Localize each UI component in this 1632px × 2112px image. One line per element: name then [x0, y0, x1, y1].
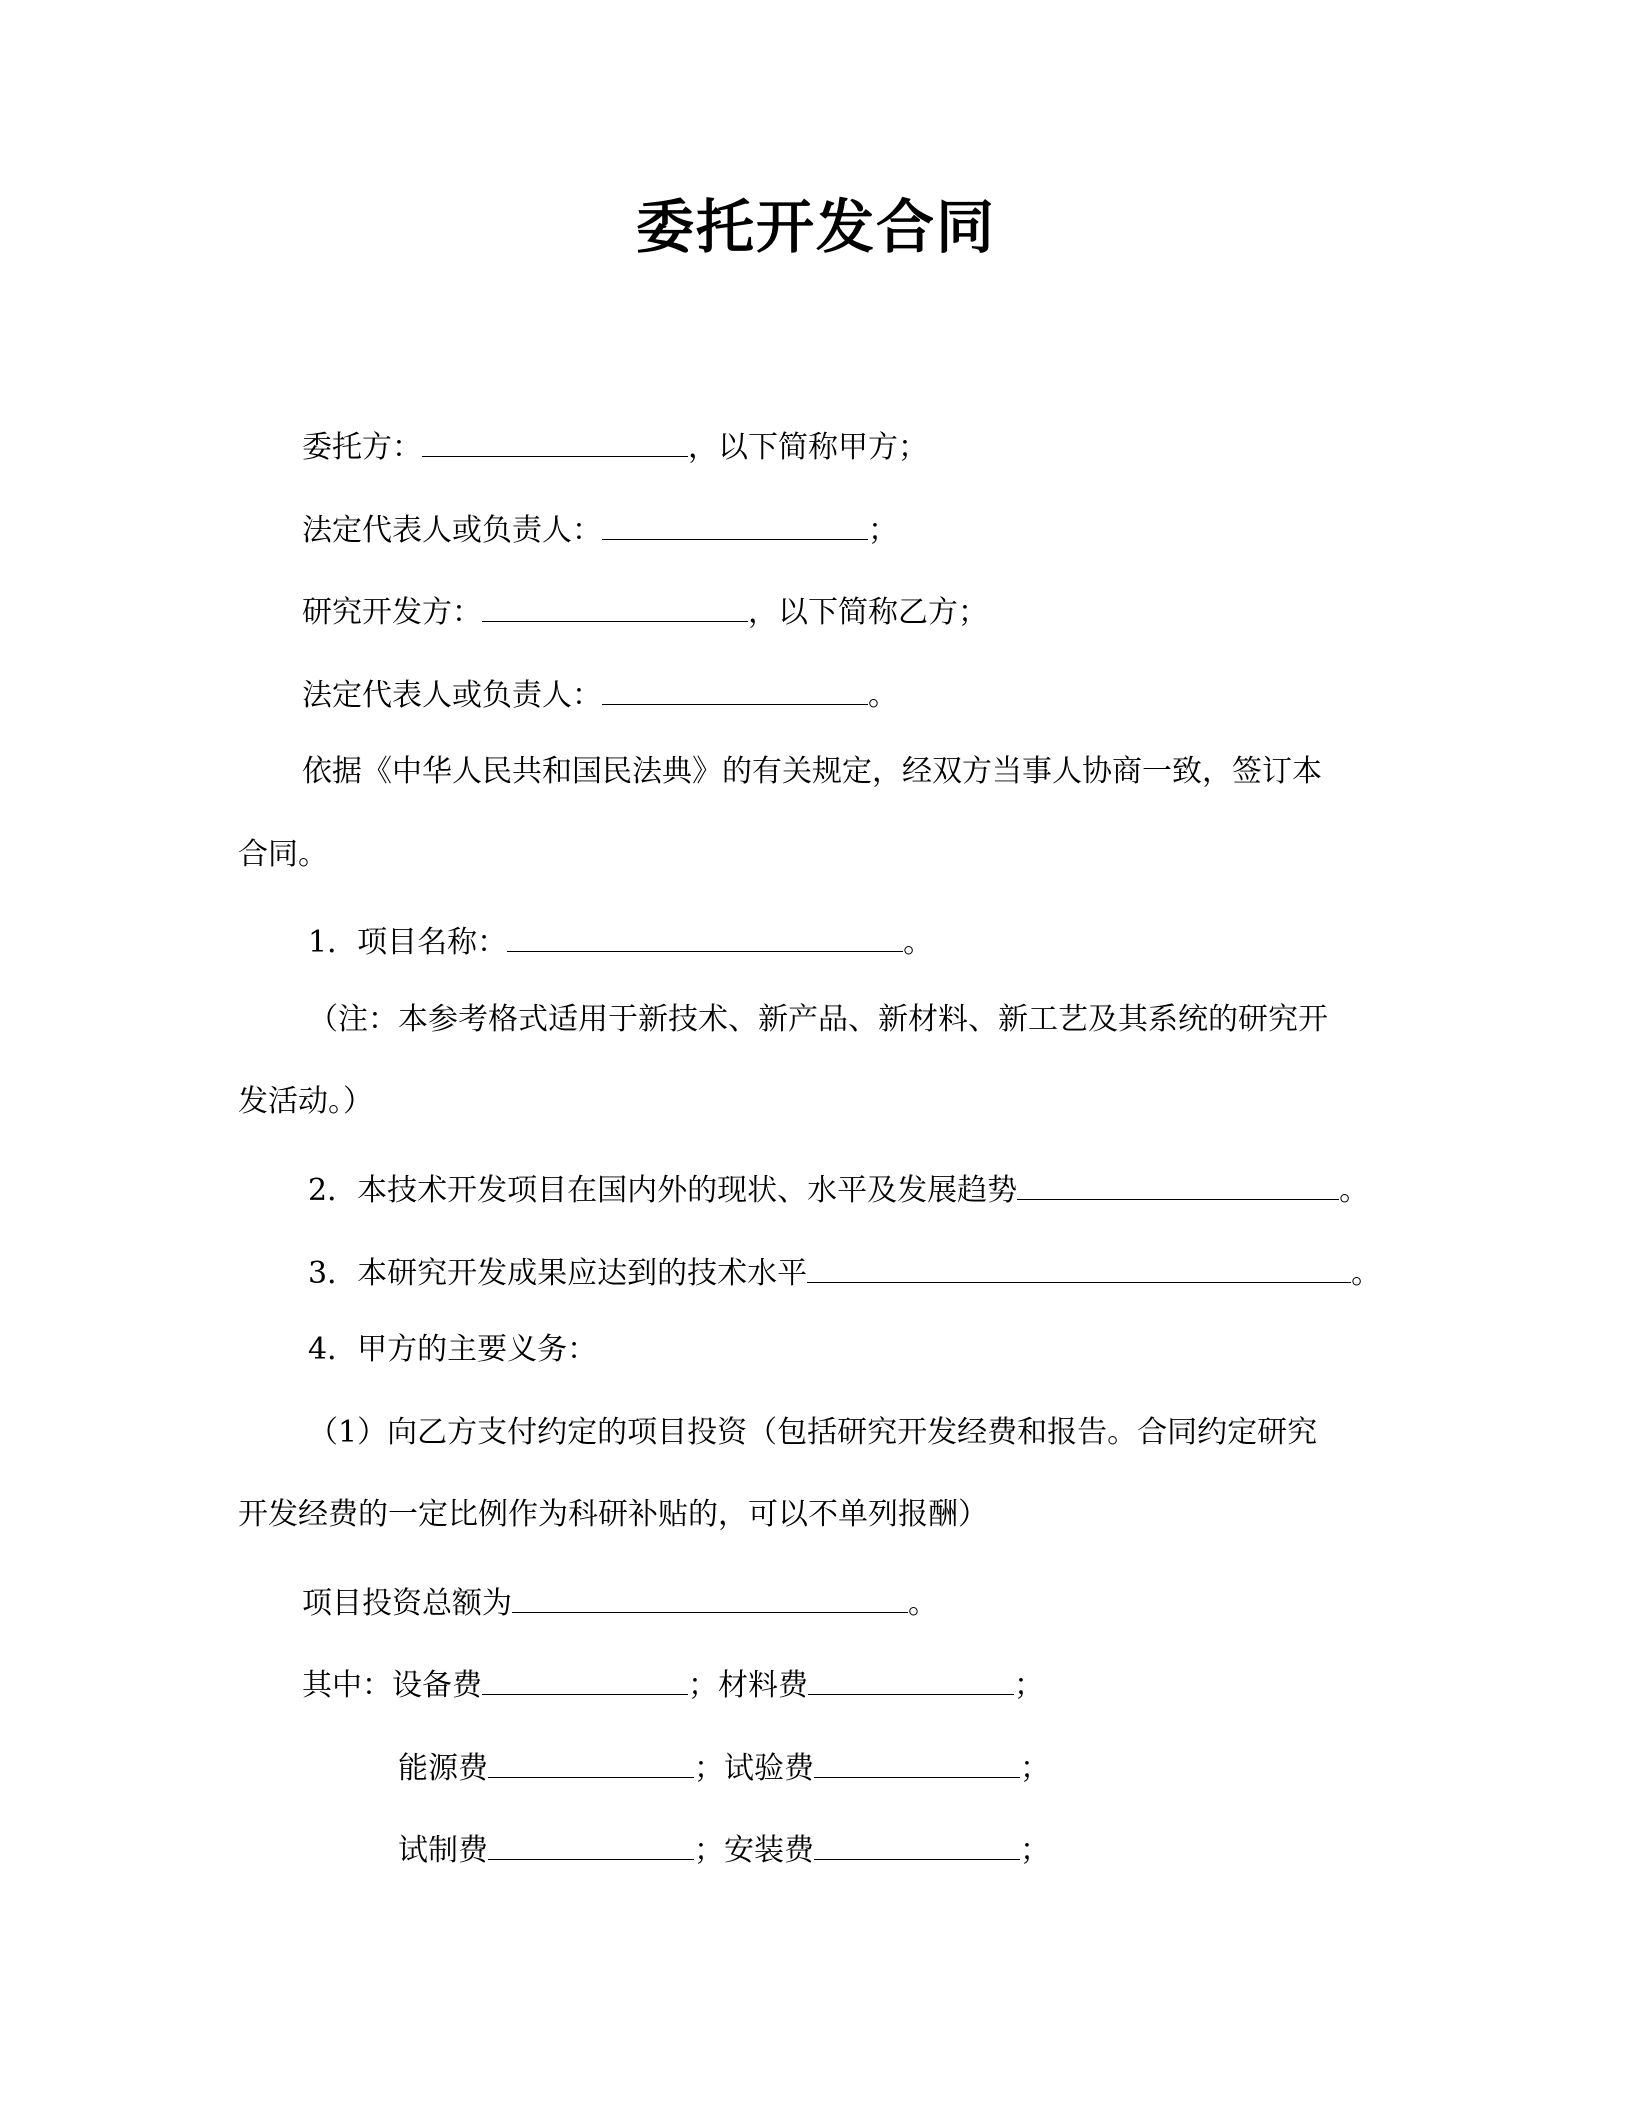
preamble-paragraph-cont: 合同。	[238, 837, 328, 872]
developer-representative-label: 法定代表人或负责人：	[302, 678, 602, 713]
developer-label: 研究开发方：	[302, 595, 482, 630]
developer-representative-suffix: 。	[868, 678, 898, 713]
document-title: 委托开发合同	[635, 193, 996, 261]
cost-row-3	[398, 1825, 1050, 1871]
clause-3-label: 3．本研究开发成果应达到的技术水平	[308, 1256, 808, 1291]
clause-4-heading: 4．甲方的主要义务：	[308, 1332, 598, 1367]
principal-name-blank[interactable]	[422, 422, 688, 457]
equipment-cost-label: 其中：设备费	[302, 1668, 482, 1703]
principal-representative-line	[302, 505, 898, 551]
developer-suffix: ，以下简称乙方；	[748, 595, 988, 630]
energy-cost-blank[interactable]	[488, 1743, 694, 1778]
clause-3-tech-level	[308, 1248, 1381, 1294]
cost-row-3-suffix: ；	[1020, 1833, 1050, 1868]
clause-2-label: 2．本技术开发项目在国内外的现状、水平及发展趋势	[308, 1173, 1018, 1208]
principal-representative-suffix: ；	[868, 513, 898, 548]
cost-row-1	[302, 1660, 1044, 1706]
test-cost-label: ；试验费	[694, 1751, 814, 1786]
test-cost-blank[interactable]	[814, 1743, 1020, 1778]
clause-1-project-name	[308, 917, 933, 963]
clause-1-label: 1．项目名称：	[308, 925, 508, 960]
developer-line	[302, 587, 988, 633]
status-trend-blank[interactable]	[1017, 1165, 1339, 1200]
principal-label: 委托方：	[302, 430, 422, 465]
obligation-1-paragraph-cont: 开发经费的一定比例作为科研补贴的，可以不单列报酬）	[238, 1497, 988, 1532]
total-investment-label: 项目投资总额为	[302, 1586, 512, 1621]
trial-production-cost-label: 试制费	[398, 1833, 488, 1868]
principal-suffix: ，以下简称甲方；	[688, 430, 928, 465]
obligation-1-paragraph: （1）向乙方支付约定的项目投资（包括研究开发经费和报告。合同约定研究	[308, 1415, 1318, 1450]
tech-level-blank[interactable]	[807, 1248, 1351, 1283]
equipment-cost-blank[interactable]	[482, 1660, 688, 1695]
installation-cost-label: ；安装费	[694, 1833, 814, 1868]
note-paragraph-cont: 发活动。）	[238, 1084, 373, 1119]
clause-3-suffix: 。	[1351, 1256, 1382, 1291]
cost-row-1-suffix: ；	[1014, 1668, 1044, 1703]
developer-representative-blank[interactable]	[602, 670, 868, 705]
clause-2-suffix: 。	[1339, 1173, 1370, 1208]
developer-representative-line	[302, 670, 898, 716]
total-investment-suffix: 。	[908, 1586, 938, 1621]
preamble-paragraph: 依据《中华人民共和国民法典》的有关规定，经双方当事人协商一致，签订本	[302, 754, 1322, 789]
cost-row-2	[398, 1743, 1050, 1789]
principal-representative-label: 法定代表人或负责人：	[302, 513, 602, 548]
note-paragraph: （注：本参考格式适用于新技术、新产品、新材料、新工艺及其系统的研究开	[308, 1002, 1328, 1037]
total-investment-blank[interactable]	[512, 1578, 908, 1613]
clause-1-suffix: 。	[903, 925, 934, 960]
total-investment-line	[302, 1578, 938, 1624]
trial-production-cost-blank[interactable]	[488, 1825, 694, 1860]
cost-row-2-suffix: ；	[1020, 1751, 1050, 1786]
material-cost-blank[interactable]	[808, 1660, 1014, 1695]
material-cost-label: ；材料费	[688, 1668, 808, 1703]
developer-name-blank[interactable]	[482, 587, 748, 622]
installation-cost-blank[interactable]	[814, 1825, 1020, 1860]
project-name-blank[interactable]	[507, 917, 903, 952]
principal-line	[302, 422, 928, 468]
energy-cost-label: 能源费	[398, 1751, 488, 1786]
clause-2-status	[308, 1165, 1369, 1211]
principal-representative-blank[interactable]	[602, 505, 868, 540]
